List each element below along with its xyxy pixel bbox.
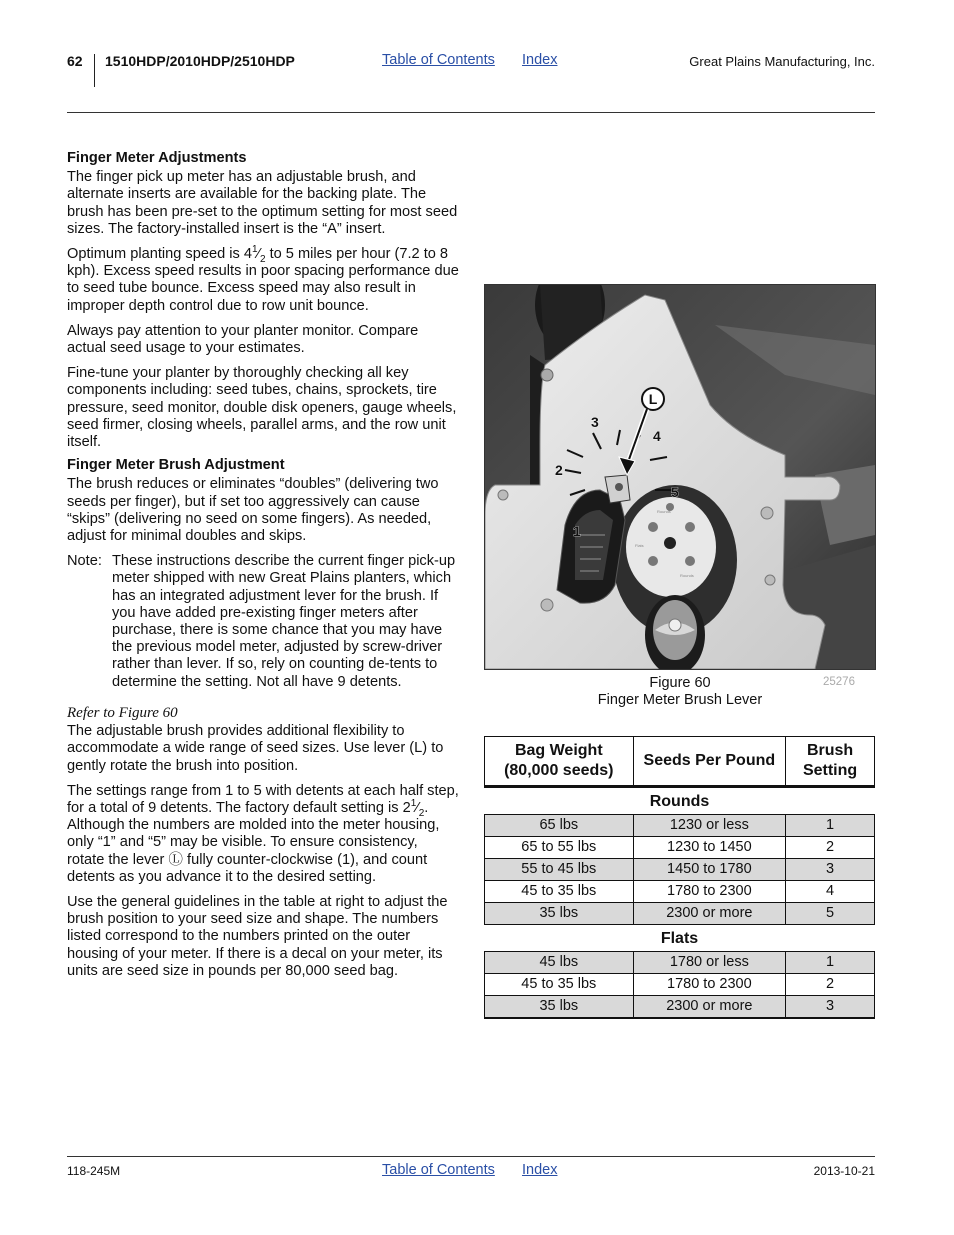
header-divider — [94, 54, 95, 87]
table-row — [485, 815, 875, 837]
callout-4: 4 — [653, 428, 661, 444]
finger-meter-illustration — [485, 285, 875, 669]
table-cell: 1780 to 2300 — [633, 974, 786, 996]
table-cell: 1230 or less — [633, 815, 786, 837]
group-label-rounds: Rounds — [485, 787, 875, 815]
figure-caption — [484, 675, 876, 709]
header-index-link[interactable]: Index — [522, 52, 558, 68]
section-heading-finger-meter: Finger Meter Adjustments — [67, 150, 247, 166]
table-row — [485, 974, 875, 996]
paragraph-guidelines: Use the general guidelines in the table at right to adjust the brush position to your seed size and shape. The numbers listed correspond to the numbers printed on the outer housing of your meter. If there is a decal on your meter, its units are seed size in pounds per 80,000 seed bag. — [67, 893, 448, 979]
table-row — [485, 859, 875, 881]
table-row — [485, 903, 875, 925]
callout-2: 2 — [555, 462, 563, 478]
figure-image-id: 25276 — [823, 676, 855, 688]
table-row — [485, 996, 875, 1019]
table-row — [485, 881, 875, 903]
brush-settings-table — [484, 736, 875, 1019]
finger-meter-photo — [484, 284, 876, 670]
table-cell: 1 — [786, 952, 875, 974]
svg-text:Rounds: Rounds — [657, 509, 671, 514]
note-label: Note: — [67, 553, 102, 570]
table-cell: 2 — [786, 974, 875, 996]
table-cell: 2300 or more — [633, 903, 786, 925]
footer-index-link[interactable]: Index — [522, 1162, 558, 1178]
callout-3: 3 — [591, 414, 599, 430]
callout-L: L — [648, 391, 658, 407]
table-header-row — [485, 737, 875, 787]
header-seeds-per-pound: Seeds Per Pound — [633, 737, 786, 787]
paragraph-fine-tune: Fine-tune your planter by thoroughly checking all key components including: seed tubes, chains, sprockets, tire pressure, seed monitor, double disk openers, gauge wheels, seed firmer, closing wheels, parallel arms, and the row unit itself. — [67, 365, 457, 451]
table-cell: 3 — [786, 996, 875, 1019]
table-cell: 1780 to 2300 — [633, 881, 786, 903]
left-column — [67, 150, 459, 988]
table-cell: 1230 to 1450 — [633, 837, 786, 859]
figure-number: Figure 60 — [649, 675, 711, 691]
section-heading-brush-adjustment: Finger Meter Brush Adjustment — [67, 457, 285, 474]
table-cell: 3 — [786, 859, 875, 881]
header-toc-link[interactable]: Table of Contents — [382, 52, 495, 68]
paragraph-monitor: Always pay attention to your planter monitor. Compare actual seed usage to your estimates. — [67, 322, 419, 357]
table-cell: 2300 or more — [633, 996, 786, 1019]
table-row — [485, 952, 875, 974]
svg-text:Flats: Flats — [635, 543, 644, 548]
note-block — [67, 553, 459, 691]
group-row-rounds — [485, 787, 875, 815]
table-row — [485, 837, 875, 859]
table-cell: 1780 or less — [633, 952, 786, 974]
model-title: 1510HDP/2010HDP/2510HDP — [105, 53, 295, 69]
paragraph-settings-range: The settings range from 1 to 5 with detents at each half step, for a total of 9 detents. The factory default setting is $2^1⁄_2$. Although the numbers are molded into the meter housing, only “1” and “5” may be visible. To ensure consistency, rotate the lever Ⓛ fully counter-clockwise (1), and count detents as you advance it to the desired setting. — [67, 782, 459, 885]
paragraph-adjustable-brush: The adjustable brush provides additional flexibility to accommodate a wide range of seed sizes. Use lever (L) to gently rotate the brush into position. — [67, 723, 444, 774]
table-cell: 65 to 55 lbs — [485, 837, 634, 859]
table-cell: 55 to 45 lbs — [485, 859, 634, 881]
note-text: These instructions describe the current finger pick-up meter shipped with new Great Plains planters, which has an integrated adjustment lever for the brush. If you have added pre-existing finger meters after purchase, there is some chance that you may have the previous model meter, adjusted by screw-driver rather than lever. If so, rely on counting de-tents to determine the setting. Not all have 9 detents. — [112, 553, 456, 690]
figure-title: Finger Meter Brush Lever — [597, 692, 763, 708]
table-cell: 35 lbs — [485, 903, 634, 925]
table-cell: 65 lbs — [485, 815, 634, 837]
table-cell: 45 to 35 lbs — [485, 881, 634, 903]
header-rule — [67, 112, 875, 113]
table-cell: 35 lbs — [485, 996, 634, 1019]
header-brush-setting: Brush Setting — [786, 737, 875, 787]
page-number: 62 — [67, 53, 83, 69]
callout-1: 1 — [573, 523, 581, 539]
group-row-flats — [485, 925, 875, 952]
group-label-flats: Flats — [485, 925, 875, 952]
footer-rule — [67, 1156, 875, 1157]
document-number: 118-245M — [67, 1164, 121, 1178]
figure-reference: Refer to Figure 60 — [67, 704, 178, 721]
paragraph-brush-doubles: The brush reduces or eliminates “doubles” (delivering two seeds per finger), but if set too aggressively can cause “skips” (delivering no seed on some fingers). As needed, adjust for minimal doubles and skips. — [67, 476, 439, 545]
table-cell: 5 — [786, 903, 875, 925]
company-name: Great Plains Manufacturing, Inc. — [689, 54, 875, 69]
paragraph-planting-speed: Optimum planting speed is $4^1⁄_2$ to 5 miles per hour (7.2 to 8 kph). Excess speed results in poor spacing performance due to seed tube bounce. Excess speed may also result in improper depth control due to row unit bounce. — [67, 244, 459, 314]
paragraph-insert-info: The finger pick up meter has an adjustable brush, and alternate inserts are available for the backing plate. The brush has been pre-set to the optimum setting for most seed sizes. The factory-installed insert is the “A” insert. — [67, 169, 458, 237]
callout-5: 5 — [671, 484, 679, 500]
table-cell: 1450 to 1780 — [633, 859, 786, 881]
footer-toc-link[interactable]: Table of Contents — [382, 1162, 495, 1178]
table-cell: 2 — [786, 837, 875, 859]
table-cell: 45 to 35 lbs — [485, 974, 634, 996]
header-bag-weight: Bag Weight (80,000 seeds) — [485, 737, 634, 787]
table-cell: 45 lbs — [485, 952, 634, 974]
table-cell: 4 — [786, 881, 875, 903]
svg-text:Rounds: Rounds — [680, 573, 694, 578]
table-cell: 1 — [786, 815, 875, 837]
publication-date: 2013-10-21 — [813, 1164, 875, 1178]
